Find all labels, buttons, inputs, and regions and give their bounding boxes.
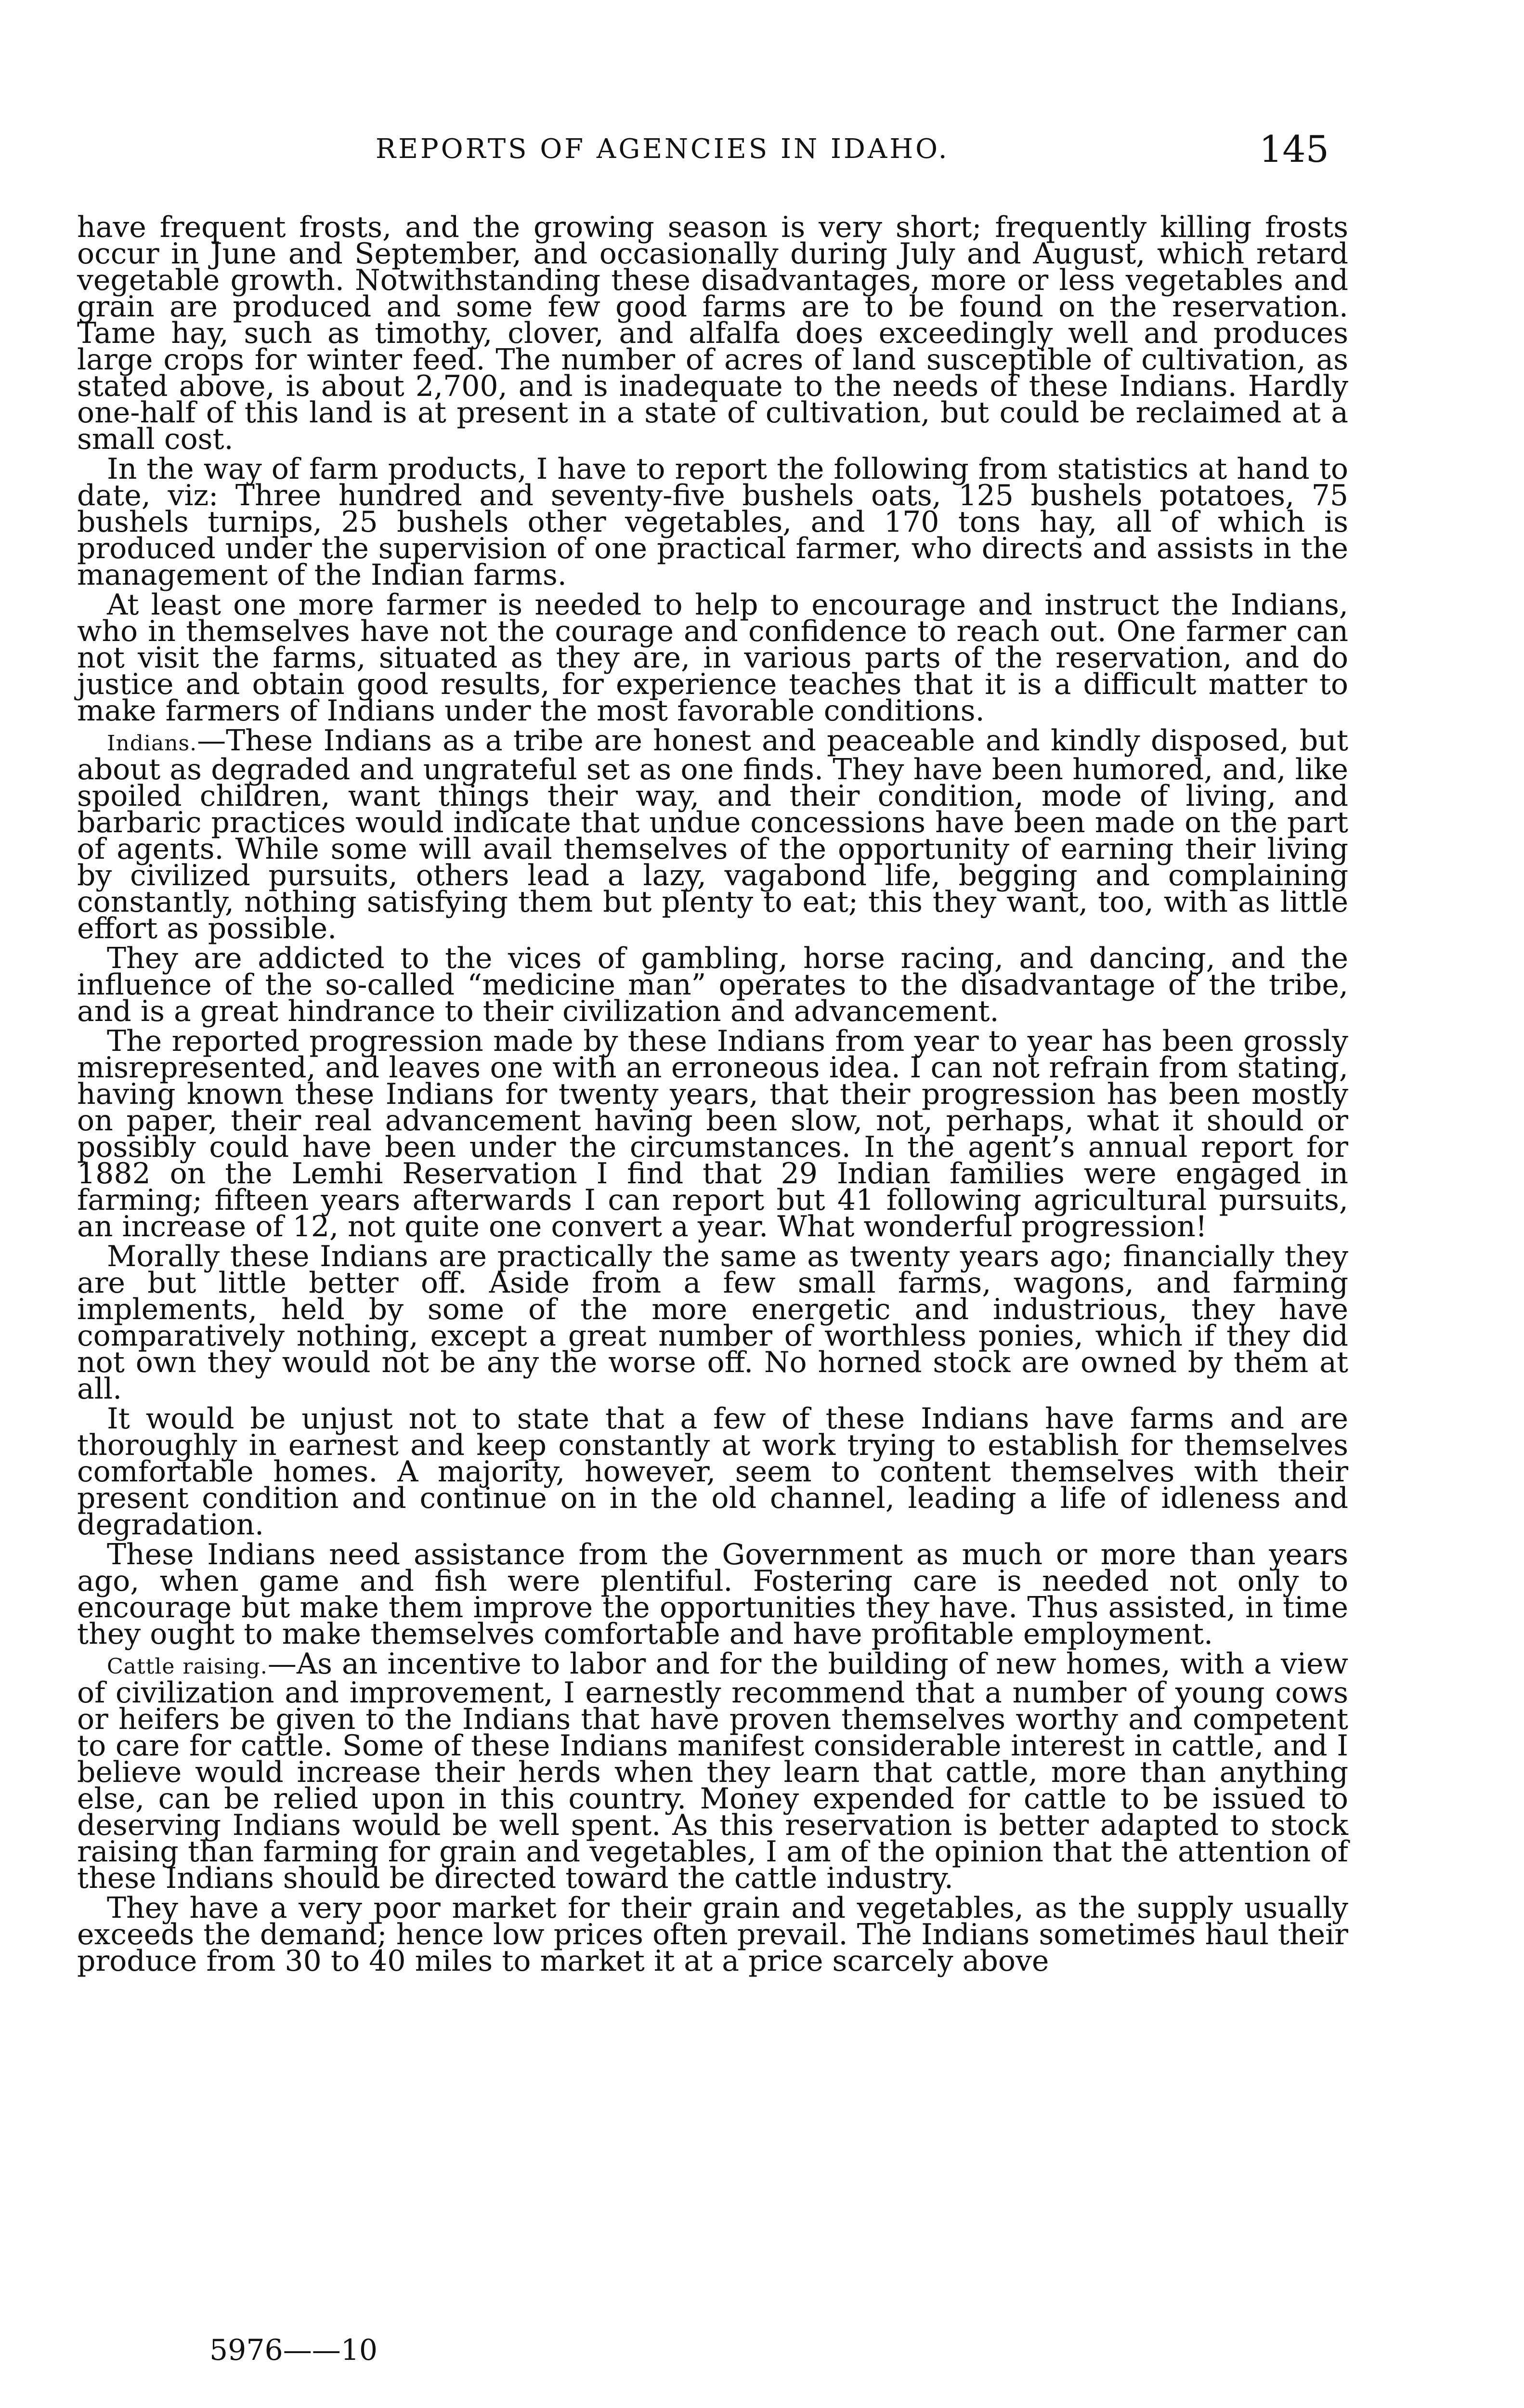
paragraph-text: They are addicted to the vices of gambling, horse racing, and dancing, and the influence of the so-called “medicine man” operates to the disadvantage of the tribe, and is a great hindrance to their civilization and advancement. [77, 942, 1348, 1028]
running-title: REPORTS OF AGENCIES IN IDAHO. [376, 133, 950, 165]
paragraph-vices [77, 942, 1348, 1028]
signature-mark: 5976——10 [209, 2333, 378, 2367]
paragraph-text: —These Indians as a tribe are honest and peaceable and kindly disposed, but about as degraded and ungrateful set as one finds. They have been humored, and, like spoiled children, want things their way, and their condition, mode of living, and barbaric practices would indicate that undue concessions have been made on the part of agents. While some will avail themselves of the opportunity of earning their living by civilized pursuits, others lead a lazy, vagabond life, begging and complaining constantly, nothing satisfying them but plenty to eat; this they want, too, with as little effort as possible. [77, 724, 1348, 945]
run-in-heading-indians: Indians. [107, 731, 197, 756]
paragraph-text: They have a very poor market for their grain and vegetables, as the supply usually exceeds the demand; hence low prices often prevail. The Indians sometimes haul their produce from 30 to 40 miles to market it at a price scarcely above [77, 1891, 1348, 1978]
page-number: 145 [1259, 128, 1329, 170]
paragraph-text: The reported progression made by these Indians from year to year has been grossly misrepresented, and leaves one with an erroneous idea. I can not refrain from stating, having known these Indians for twenty years, that their progression has been mostly on paper, their real advancement having been slow, not, perhaps, what it should or possibly could have been under the circumstances. In the agent’s annual report for 1882 on the Lemhi Reservation I find that 29 Indian families were engaged in farming; fifteen years afterwards I can report but 41 following agricultural pursuits, an increase of 12, not quite one convert a year. What wonderful progression! [77, 1024, 1348, 1243]
paragraph-assistance [77, 1538, 1348, 1651]
paragraph-text: have frequent frosts, and the growing season is very short; frequently killing frosts occur in June and September, and occasionally during July and August, which retard vegetable growth. Notwithstanding these disadvantages, more or less vegetables and grain are produced and some few good farms are to be found on the reservation. Tame hay, such as timothy, clover, and alfalfa does exceedingly well and produces large crops for winter feed. The number of acres of land susceptible of cultivation, as stated above, is about 2,700, and is inadequate to the needs of these Indians. Hardly one-half of this land is at present in a state of cultivation, but could be reclaimed at a small cost. [77, 210, 1348, 456]
paragraph-text: At least one more farmer is needed to help to encourage and instruct the Indians, who in themselves have not the courage and confidence to reach out. One farmer can not visit the farms, situated as they are, in various parts of the reservation, and do justice and obtain good results, for experience teaches that it is a difficult matter to make farmers of Indians under the most favorable conditions. [77, 588, 1348, 728]
paragraph-text: These Indians need assistance from the Government as much or more than years ago, when game and fish were plentiful. Fostering care is needed not only to encourage but make them improve the opportunities they have. Thus assisted, in time they ought to make themselves comfortable and have profitable employment. [77, 1538, 1348, 1651]
paragraph-morally [77, 1240, 1348, 1406]
paragraph-text: Morally these Indians are practically the same as twenty years ago; financially they are but little better off. Aside from a few small farms, wagons, and farming implements, held by some of the more energetic and industrious, they have comparatively nothing, except a great number of worthless ponies, which if they did not own they would not be any the worse off. No horned stock are owned by them at all. [77, 1240, 1348, 1406]
paragraph-market [77, 1891, 1348, 1978]
paragraph-farm-products [77, 452, 1348, 592]
paragraph-indians [77, 724, 1348, 945]
body-text [77, 210, 1349, 1978]
paragraph-text: —As an incentive to labor and for the building of new homes, with a view of civilization and improvement, I earnestly recommend that a number of young cows or heifers be given to the Indians that have proven themselves worthy and competent to care for cattle. Some of these Indians manifest considerable interest in cattle, and I believe would increase their herds when they learn that cattle, more than anything else, can be relied upon in this country. Money expended for cattle to be issued to deserving Indians would be well spent. As this reservation is better adapted to stock raising than farming for grain and vegetables, I am of the opinion that the attention of these Indians should be directed toward the cattle industry. [77, 1647, 1349, 1895]
running-head [77, 128, 1339, 181]
paragraph-continuation [77, 210, 1348, 456]
paragraph-text: It would be unjust not to state that a few of these Indians have farms and are thoroughly in earnest and keep constantly at work trying to establish for themselves comfortable homes. A majority, however, seem to content themselves with their present condition and continue on in the old channel, leading a life of idleness and degradation. [77, 1402, 1348, 1542]
paragraph-unjust [77, 1402, 1348, 1542]
paragraph-progression [77, 1024, 1348, 1243]
paragraph-farmer-needed [77, 588, 1348, 728]
run-in-heading-cattle-raising: Cattle raising. [107, 1654, 268, 1679]
paragraph-cattle-raising [77, 1647, 1349, 1895]
paragraph-text: In the way of farm products, I have to report the following from statistics at hand to date, viz: Three hundred and seventy-five bushels oats, 125 bushels potatoes, 75 bushels turnips, 25 bushels other vegetables, and 170 tons hay, all of which is produced under the supervision of one practical farmer, who directs and assists in the management of the Indian farms. [77, 452, 1348, 592]
